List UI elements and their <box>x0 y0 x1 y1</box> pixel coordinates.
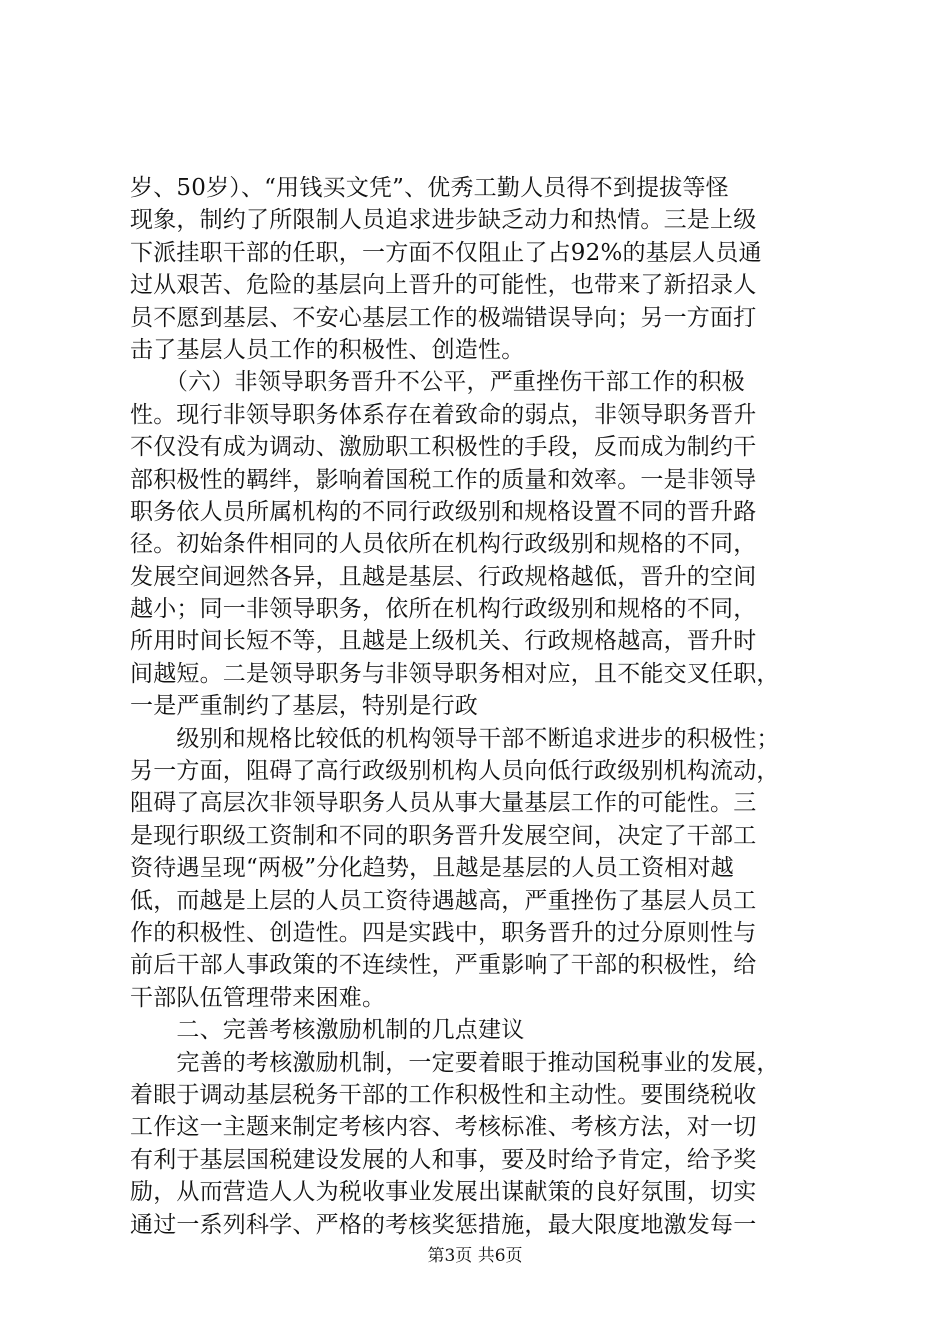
page-number-footer: 第3页 共6页 <box>427 1246 523 1266</box>
text-line: 一是严重制约了基层，特别是行政 <box>130 693 478 720</box>
section-heading: 二、完善考核激励机制的几点建议 <box>130 1017 525 1044</box>
text-line: 下派挂职干部的任职，一方面不仅阻止了占92%的基层人员通 <box>130 239 762 266</box>
text-line: 干部队伍管理带来困难。 <box>130 984 386 1011</box>
text-line: 职务依人员所属机构的不同行政级别和规格设置不同的晋升路 <box>130 498 757 525</box>
document-body <box>130 172 830 1241</box>
text-line: 前后干部人事政策的不连续性，严重影响了干部的积极性，给 <box>130 952 757 979</box>
text-line: 作的积极性、创造性。四是实践中，职务晋升的过分原则性与 <box>130 919 757 946</box>
text-line: 完善的考核激励机制，一定要着眼于推动国税事业的发展， <box>130 1049 780 1076</box>
text-line: 着眼于调动基层税务干部的工作积极性和主动性。要围绕税收 <box>130 1081 757 1108</box>
text-line: 另一方面，阻碍了高行政级别机构人员向低行政级别机构流动， <box>130 758 780 785</box>
text-line: 低，而越是上层的人员工资待遇越高，严重挫伤了基层人员工 <box>130 887 757 914</box>
text-line: 励，从而营造人人为税收事业发展出谋献策的良好氛围，切实 <box>130 1179 757 1206</box>
text-line: 部积极性的羁绊，影响着国税工作的质量和效率。一是非领导 <box>130 466 757 493</box>
text-line: 越小；同一非领导职务，依所在机构行政级别和规格的不同， <box>130 596 757 623</box>
text-line: 击了基层人员工作的积极性、创造性。 <box>130 336 525 363</box>
text-line: 工作这一主题来制定考核内容、考核标准、考核方法，对一切 <box>130 1114 757 1141</box>
text-line: 阻碍了高层次非领导职务人员从事大量基层工作的可能性。三 <box>130 790 757 817</box>
text-line: 性。现行非领导职务体系存在着致命的弱点，非领导职务晋升 <box>130 401 757 428</box>
text-line: （六）非领导职务晋升不公平，严重挫伤干部工作的积极 <box>130 369 745 396</box>
text-line: 有利于基层国税建设发展的人和事，要及时给予肯定，给予奖 <box>130 1146 757 1173</box>
text-line: 员不愿到基层、不安心基层工作的极端错误导向；另一方面打 <box>130 304 757 331</box>
text-line: 发展空间迥然各异，且越是基层、行政规格越低，晋升的空间 <box>130 563 757 590</box>
text-line: 是现行职级工资制和不同的职务晋升发展空间，决定了干部工 <box>130 822 757 849</box>
text-line: 现象，制约了所限制人员追求进步缺乏动力和热情。三是上级 <box>130 207 757 234</box>
text-line: 资待遇呈现“两极”分化趋势，且越是基层的人员工资相对越 <box>130 855 734 882</box>
text-line: 不仅没有成为调动、激励职工积极性的手段，反而成为制约干 <box>130 434 757 461</box>
text-line: 级别和规格比较低的机构领导干部不断追求进步的积极性； <box>130 725 780 752</box>
text-line: 所用时间长短不等，且越是上级机关、行政规格越高，晋升时 <box>130 628 757 655</box>
text-line: 间越短。二是领导职务与非领导职务相对应，且不能交叉任职， <box>130 660 780 687</box>
text-line: 岁、50岁）、“用钱买文凭”、优秀工勤人员得不到提拔等怪 <box>130 175 729 201</box>
text-line: 径。初始条件相同的人员依所在机构行政级别和规格的不同， <box>130 531 757 558</box>
text-line: 过从艰苦、危险的基层向上晋升的可能性，也带来了新招录人 <box>130 272 757 299</box>
text-line: 通过一系列科学、严格的考核奖惩措施，最大限度地激发每一 <box>130 1211 757 1238</box>
